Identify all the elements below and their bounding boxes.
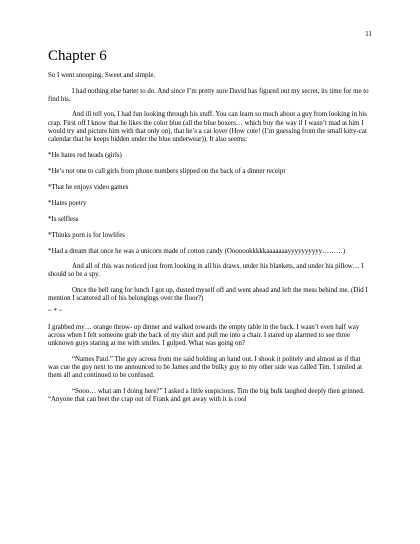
chapter-title: Chapter 6 bbox=[48, 48, 107, 64]
section-divider: ~ * ~ bbox=[48, 308, 63, 316]
paragraph-secret: I had nothing else batter to do. And since I’m pretty sure David has figured out my secret, its time for me to find his. bbox=[48, 87, 369, 103]
paragraph-spy: And all of this was noticed just from looking in all his draws, under his blankets, and under his pillow… I should so be a spy. bbox=[48, 263, 364, 279]
list-item-porn: *Thinks porn is for lowlifes bbox=[48, 231, 125, 239]
list-item-video-games: *That he enjoys video games bbox=[48, 183, 129, 191]
chapter-body bbox=[48, 72, 372, 404]
list-item-red-heads: *He hates red heads (girls) bbox=[48, 151, 122, 159]
paragraph-snooping: And ill tell you, I had fun looking through his stuff. You can learn so much about a guy from looking in his crap. First off I know that he likes the color blue (all the blue boxers… which buy the way if I wasn’t mad at him I would try and picture him with that only on), that he’s a cat lover (How cute! (I’m guessing from the small kitty-cat calendar that he keeps hidden under the blue underwear)). It also seems: bbox=[48, 111, 367, 143]
divider-dot: . bbox=[48, 302, 49, 308]
paragraph-opening: So I went snooping. Sweet and simple. bbox=[48, 72, 156, 79]
list-item-selfless: *Is selfless bbox=[48, 215, 79, 223]
paragraph-grabbed: I grabbed my… orange throw- up dinner and walked towards the empty table in the back. I wasn’t even half way across when I felt someone grab the back of my shirt and pull me into a chair. I stared up alarmed to see three unknown guys staring at me with smiles. I gulped. What was going on? bbox=[48, 323, 360, 348]
paragraph-sooo: “Sooo… what am I doing here?” I asked a little suspicious. Tim the big bulk laughed deeply then grinned. “Anyone that can beet the crap out of Frank and get away with it is cool bbox=[48, 387, 365, 403]
list-item-phone-numbers: *He’s not one to call girls from phone numbers slipped on the back of a dinner receipt bbox=[48, 167, 286, 175]
paragraph-names-paul: “Names Paul.” The guy across from me said holding an hand out. I shook it politely and almost as if that was cue the guy next to me announced to be James and the bulky guy to my other side was called Tim. I smiled at them all and continued to be confused. bbox=[48, 355, 363, 380]
list-item-unicorn-dream: *Had a dream that once he was a unicorn made of cotton candy (Ooooookkkkkaaaaaaayyyyyyyyyy………) bbox=[48, 247, 346, 255]
list-item-poetry: *Hates poetry bbox=[48, 199, 87, 207]
paragraph-lunch-bell: Once the bell rang for lunch I got up, dusted myself off and went ahead and left the mess behind me. (Did I mention I scattered all of his belongings over the floor?) bbox=[48, 287, 368, 303]
page-number: 11 bbox=[365, 30, 372, 38]
